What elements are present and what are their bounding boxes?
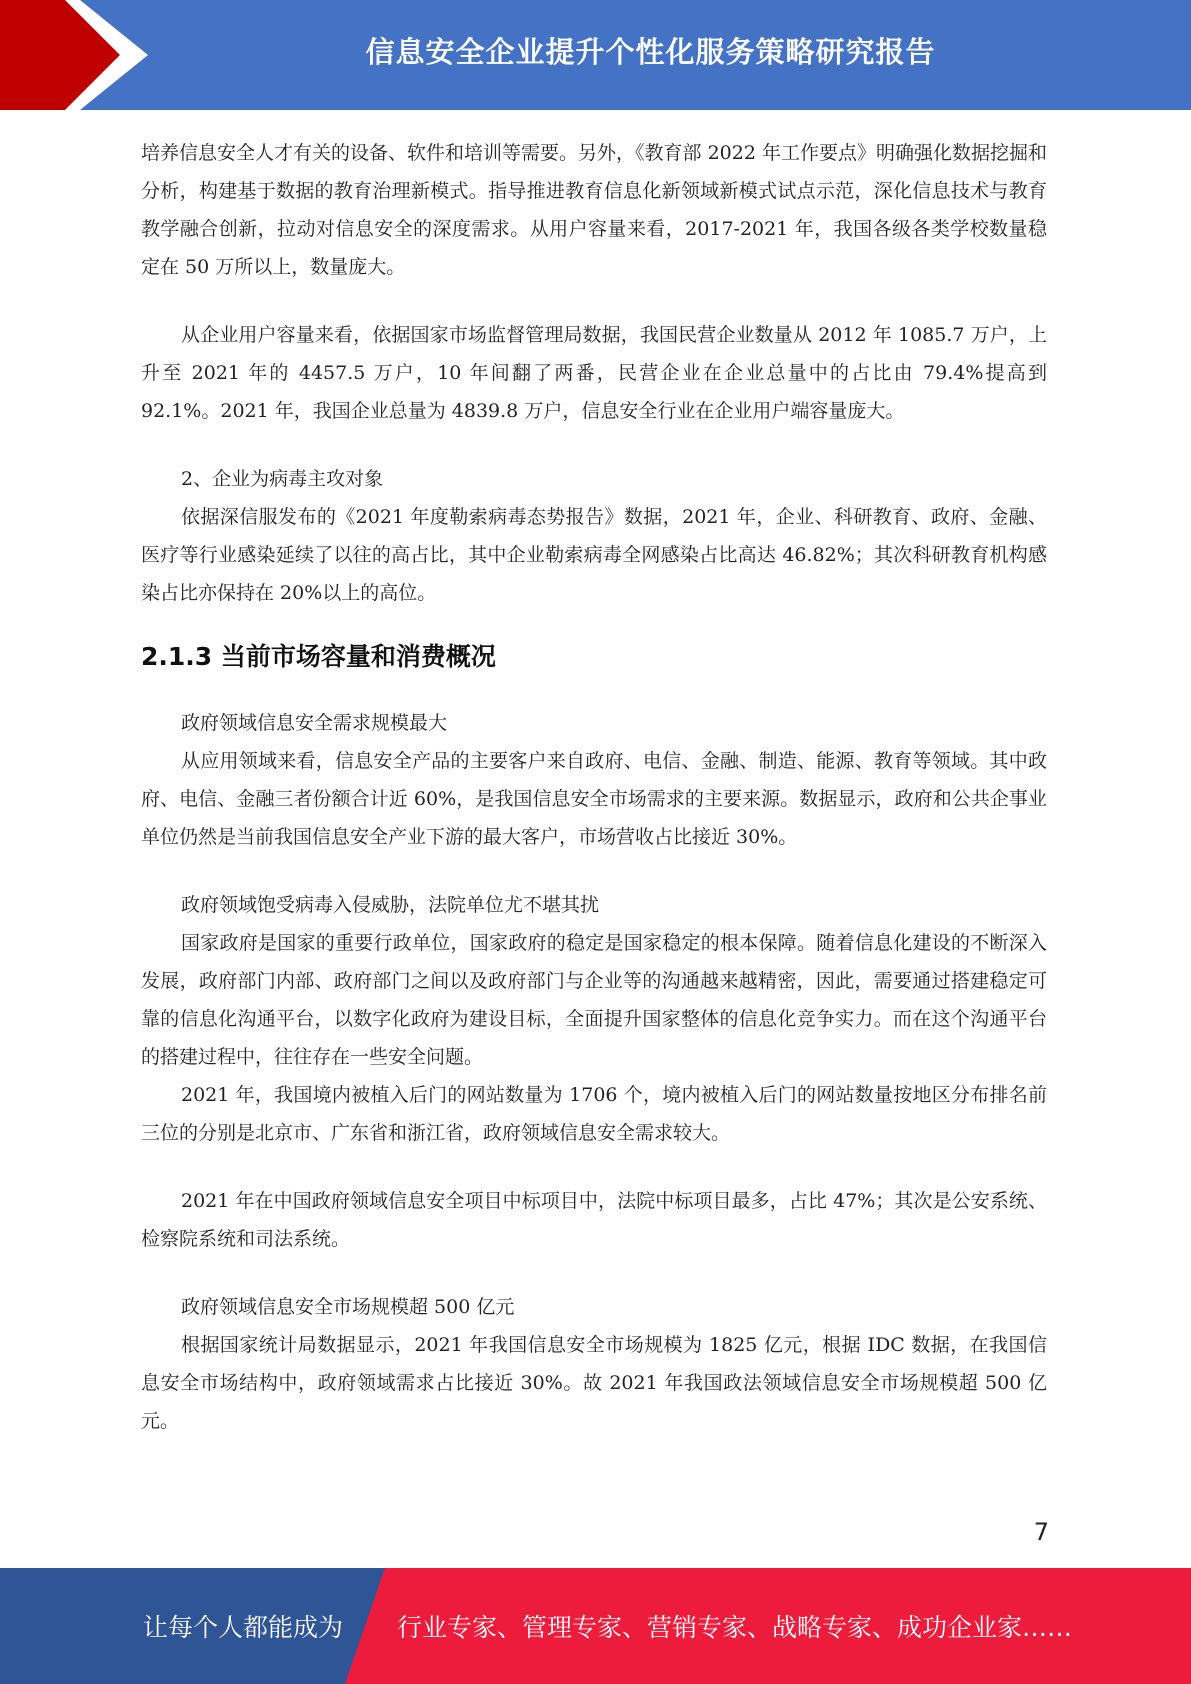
subheading: 政府领域饱受病毒入侵威胁，法院单位尤不堪其扰 (181, 894, 600, 916)
footer-slogan-right: 行业专家、管理专家、营销专家、战略专家、成功企业家…… (397, 1613, 1073, 1642)
subheading: 政府领域信息安全需求规模最大 (181, 712, 448, 734)
report-title: 信息安全企业提升个性化服务策略研究报告 (365, 34, 936, 69)
paragraph: 依据深信服发布的《2021 年度勒索病毒态势报告》数据，2021 年，企业、科研教育、政府、金融、医疗等行业感染延续了以往的高占比，其中企业勒索病毒全网感染占比高达 46.82%；其次科研教育机构感染占比亦保持在 20%以上的高位。 (141, 506, 1047, 604)
paragraph: 国家政府是国家的重要行政单位，国家政府的稳定是国家稳定的根本保障。随着信息化建设的不断深入发展，政府部门内部、政府部门之间以及政府部门与企业等的沟通越来越精密，因此，需要通过搭建稳定可靠的信息化沟通平台，以数字化政府为建设目标，全面提升国家整体的信息化竞争实力。而在这个沟通平台的搭建过程中，往往存在一些安全问题。 (141, 932, 1047, 1068)
paragraph: 培养信息安全人才有关的设备、软件和培训等需要。另外，《教育部 2022 年工作要点》明确强化数据挖掘和分析，构建基于数据的教育治理新模式。指导推进教育信息化新领域新模式试点示范，深化信息技术与教育教学融合创新，拉动对信息安全的深度需求。从用户容量来看，2017-2021 年，我国各级各类学校数量稳定在 50 万所以上，数量庞大。 (141, 142, 1047, 278)
subheading: 政府领域信息安全市场规模超 500 亿元 (181, 1296, 515, 1318)
footer-slogan-left: 让每个人都能成为 (143, 1613, 344, 1642)
paragraph: 根据国家统计局数据显示，2021 年我国信息安全市场规模为 1825 亿元，根据 IDC 数据，在我国信息安全市场结构中，政府领域需求占比接近 30%。故 2021 年我国政法领域信息安全市场规模超 500 亿元。 (141, 1334, 1047, 1432)
document-body (141, 134, 1047, 1440)
section-heading: 2.1.3 当前市场容量和消费概况 (141, 642, 496, 671)
paragraph: 从应用领域来看，信息安全产品的主要客户来自政府、电信、金融、制造、能源、教育等领域。其中政府、电信、金融三者份额合计近 60%，是我国信息安全市场需求的主要来源。数据显示，政府和公共企事业单位仍然是当前我国信息安全产业下游的最大客户，市场营收占比接近 30%。 (141, 750, 1047, 848)
header-arrow-graphic (0, 0, 160, 110)
page-header (0, 0, 1191, 110)
page-number: 7 (1033, 1518, 1049, 1546)
paragraph: 2021 年在中国政府领域信息安全项目中标项目中，法院中标项目最多，占比 47%；其次是公安系统、检察院系统和司法系统。 (141, 1190, 1047, 1250)
paragraph: 2021 年，我国境内被植入后门的网站数量为 1706 个，境内被植入后门的网站数量按地区分布排名前三位的分别是北京市、广东省和浙江省，政府领域信息安全需求较大。 (141, 1084, 1047, 1144)
subheading: 2、企业为病毒主攻对象 (181, 468, 384, 490)
page-footer (0, 1568, 1191, 1684)
paragraph: 从企业用户容量来看，依据国家市场监督管理局数据，我国民营企业数量从 2012 年 1085.7 万户，上升至 2021 年的 4457.5 万户，10 年间翻了两番，民营企业在企业总量中的占比由 79.4%提高到 92.1%。2021 年，我国企业总量为 4839.8 万户，信息安全行业在企业用户端容量庞大。 (141, 324, 1047, 422)
